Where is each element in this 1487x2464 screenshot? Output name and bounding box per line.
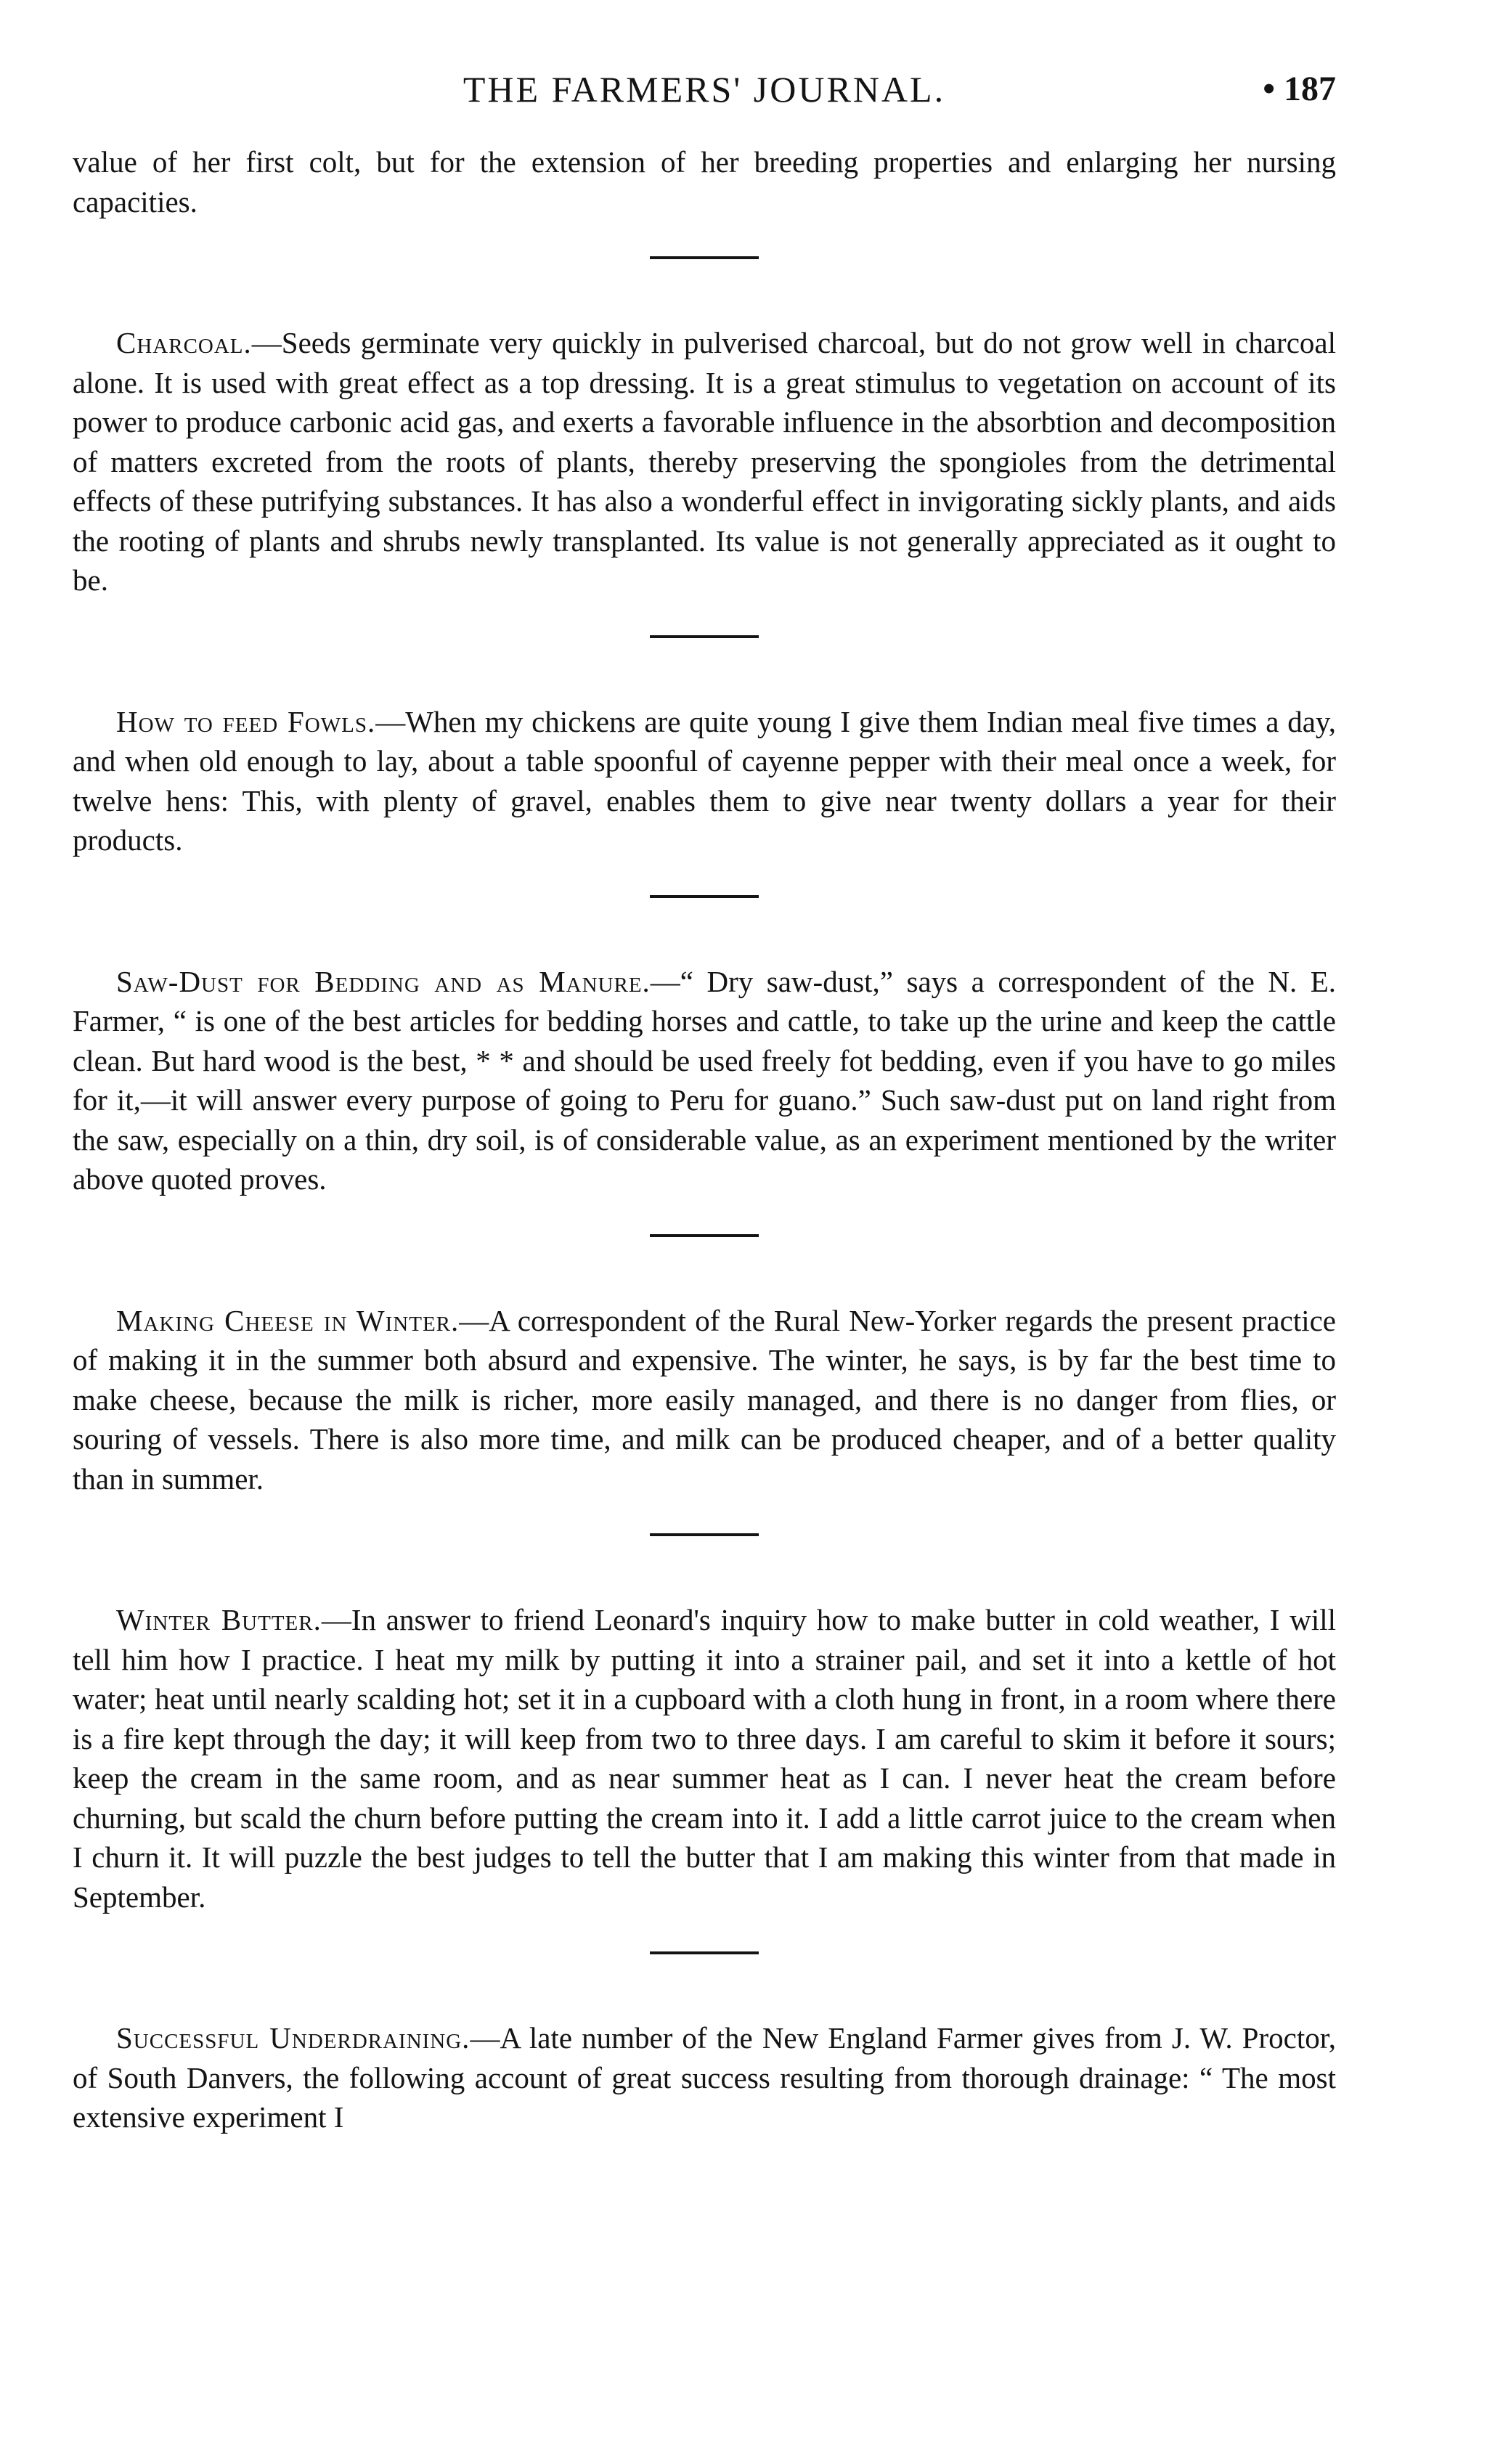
article-heading: Charcoal.: [116, 326, 252, 359]
article-body: —A correspondent of the Rural New-Yorker regards the present practice of making it in the summer both absurd and expensive. The winter, he says, is by far the best time to make cheese, because the milk is richer, more easily managed, and there is no danger from flies, or souring of vessels. There is also more time, and milk can be produced cheaper, and of a better quality than in summer.: [73, 1303, 1336, 1496]
article-winter-butter: [73, 1600, 1336, 1917]
article-feed-fowls: [73, 702, 1336, 860]
page-number: • 187: [1263, 70, 1336, 108]
article-body: —In answer to friend Leonard's inquiry how to make butter in cold weather, I will tell him how I practice. I heat my milk by putting it into a strainer pail, and set it into a kettle of hot water; heat until nearly scalding hot; set it in a cupboard with a cloth hung in front, in a room where there is a fire kept through the day; it will keep from two to three days. I am careful to skim it before it sours; keep the cream in the same room, and as near summer heat as I can. I never heat the cream before churning, but scald the churn before putting the cream into it. I add a little carrot juice to the cream when I churn it. It will puzzle the best judges to tell the butter that I am making this winter from that made in September.: [73, 1603, 1336, 1914]
running-title: THE FARMERS' JOURNAL.: [463, 69, 946, 110]
article-underdraining: [73, 2018, 1336, 2137]
article-body: —Seeds germinate very quickly in pulverised charcoal, but do not grow well in charcoal alone. It is used with great effect as a top dressing. It is a great stimulus to vegetation on account of its power to produce carbonic acid gas, and exerts a favorable influence in the absorbtion and decomposition of matters excreted from the roots of plants, thereby preserving the spongioles from the detrimental effects of these putrifying substances. It has also a wonderful effect in invigorating sickly plants, and aids the rooting of plants and shrubs newly transplanted. Its value is not generally appreciated as it ought to be.: [73, 326, 1336, 597]
article-body: —“ Dry saw-dust,” says a correspondent of the N. E. Farmer, “ is one of the best articles for bedding horses and cattle, to take up the urine and keep the cattle clean. But hard wood is the best, * * and should be used freely fot bedding, even if you have to go miles for it,—it will answer every purpose of going to Peru for guano.” Such saw-dust put on land right from the saw, especially on a thin, dry soil, is of considerable value, as an experiment mentioned by the writer above quoted proves.: [73, 964, 1336, 1196]
article-saw-dust: [73, 962, 1336, 1199]
article-body: —A late number of the New England Farmer gives from J. W. Proctor, of South Danvers, the following account of great success resulting from thorough drainage: “ The most extensive experiment I: [73, 2021, 1336, 2134]
article-heading: How to feed Fowls.: [116, 704, 376, 738]
text-column: [73, 142, 1336, 2137]
article-heading: Successful Underdraining.: [116, 2021, 470, 2055]
article-cheese-winter: [73, 1301, 1336, 1499]
article-heading: Winter Butter.: [116, 1603, 322, 1636]
article-heading: Saw-Dust for Bedding and as Manure.: [116, 964, 651, 998]
article-heading: Making Cheese in Winter.: [116, 1303, 460, 1337]
article-continuation: [73, 142, 1336, 221]
article-body: value of her first colt, but for the extension of her breeding properties and enlarging her nursing capacities.: [73, 145, 1336, 219]
article-body: —When my chickens are quite young I give them Indian meal five times a day, and when old enough to lay, about a table spoonful of cayenne pepper with their meal once a week, for twelve hens: This, with plenty of gravel, enables them to give near twenty dollars a year for their products.: [73, 704, 1336, 857]
page-header: [73, 64, 1336, 115]
article-charcoal: [73, 323, 1336, 600]
